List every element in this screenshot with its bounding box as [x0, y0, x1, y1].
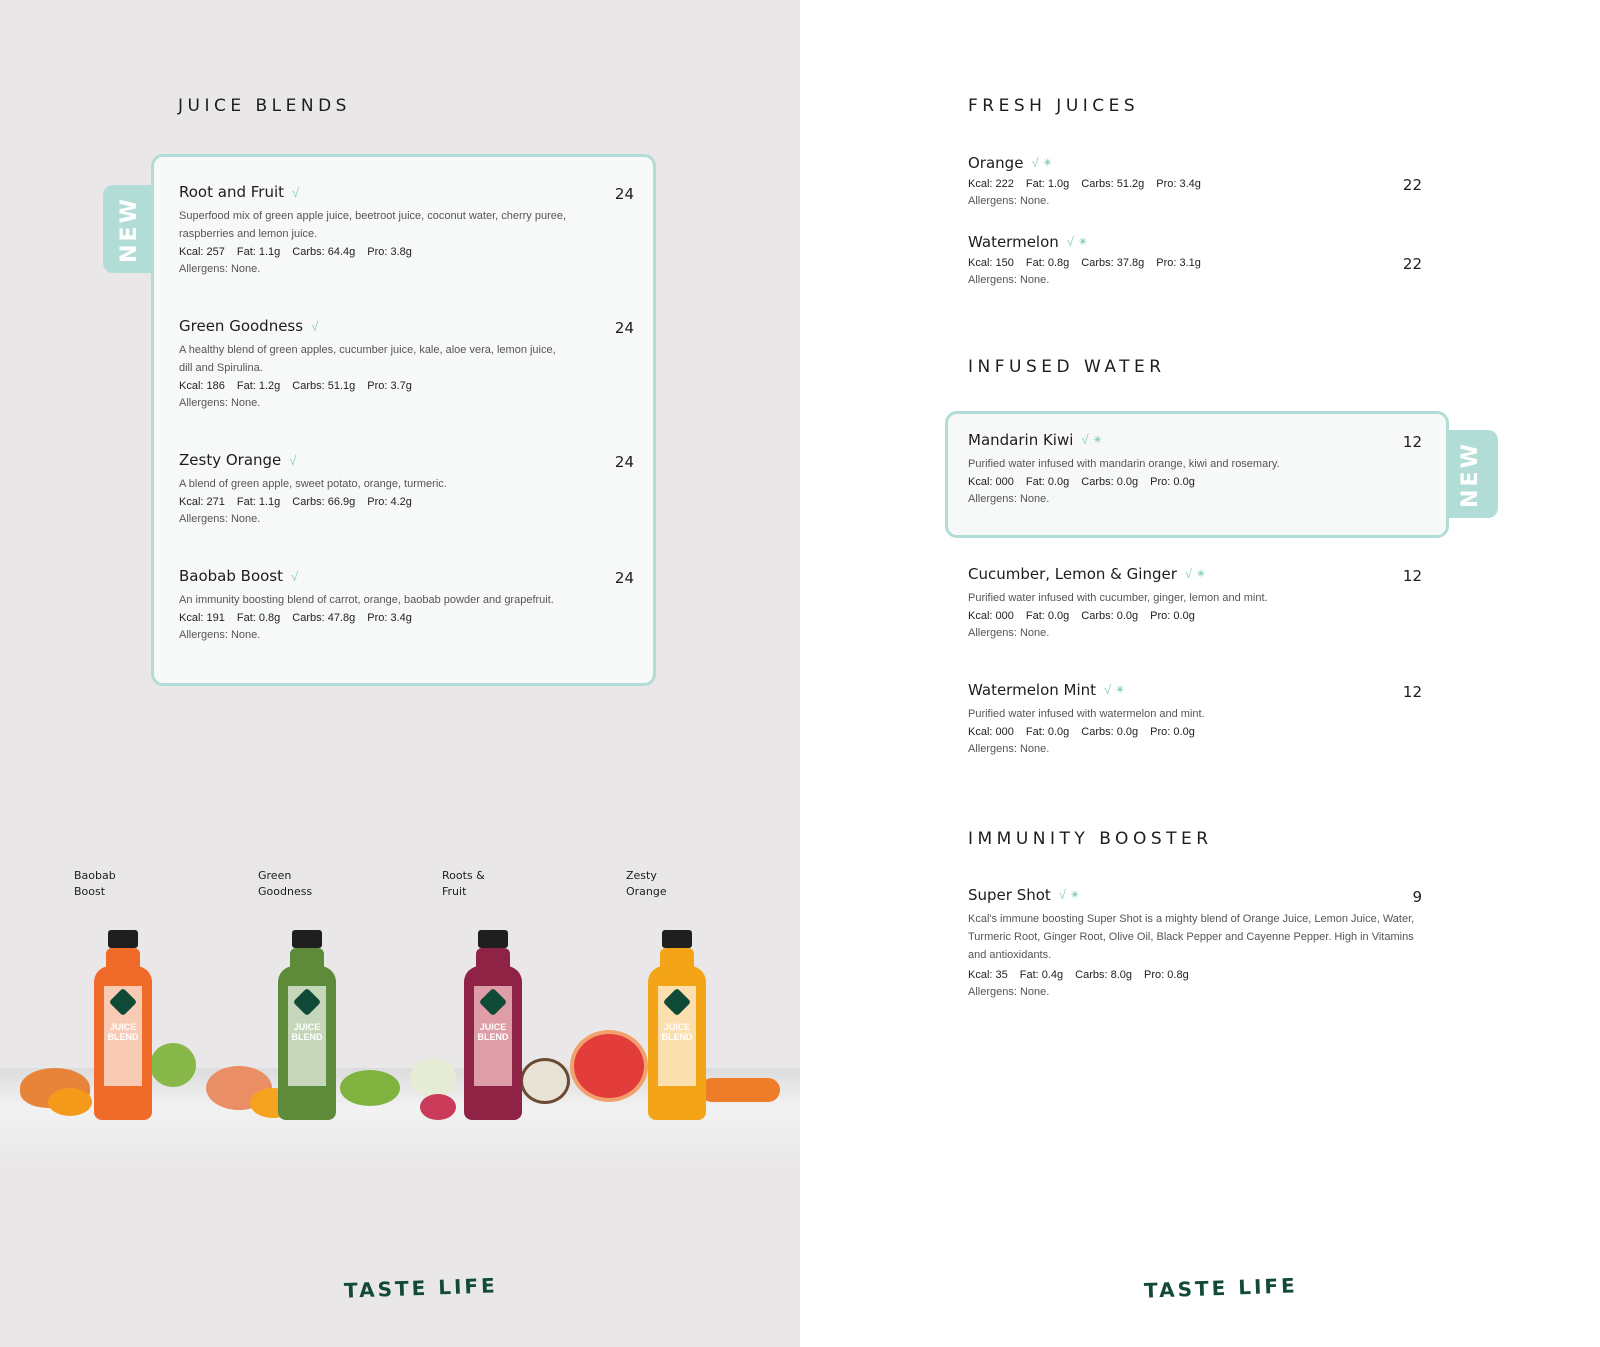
taste-life-logo: TASTE LIFE	[343, 1273, 499, 1303]
item-description: A blend of green apple, sweet potato, orange, turmeric.	[179, 478, 447, 491]
item-nutrition: Kcal: 191 Fat: 0.8g Carbs: 47.8g Pro: 3.4g	[179, 612, 412, 625]
item-nutrition: Kcal: 271 Fat: 1.1g Carbs: 66.9g Pro: 4.2g	[179, 496, 412, 509]
item-price: 24	[614, 453, 634, 471]
item-price: 24	[614, 569, 634, 587]
section-title-fresh-juices: FRESH JUICES	[968, 96, 1140, 116]
item-nutrition: Kcal: 257 Fat: 1.1g Carbs: 64.4g Pro: 3.8g	[179, 246, 412, 259]
item-price: 9	[1412, 888, 1422, 906]
item-allergens: Allergens: None.	[179, 629, 261, 642]
item-description: Purified water infused with mandarin orange, kiwi and rosemary.	[968, 458, 1280, 471]
menu-item-mandarin-kiwi	[968, 431, 1422, 508]
menu-item-green-goodness	[179, 317, 634, 412]
item-allergens: Allergens: None.	[968, 195, 1050, 208]
item-allergens: Allergens: None.	[179, 513, 261, 526]
vegan-gluten-free-icons: √ ✴	[1104, 682, 1126, 697]
menu-item-cucumber-lemon-ginger	[968, 565, 1422, 642]
item-name: Zesty Orange	[179, 451, 282, 469]
item-nutrition: Kcal: 150 Fat: 0.8g Carbs: 37.8g Pro: 3.1g	[968, 257, 1201, 270]
menu-item-super-shot	[968, 886, 1422, 1001]
section-title-immunity-booster: IMMUNITY BOOSTER	[968, 829, 1213, 849]
vegan-gluten-free-icons: √ ✴	[1081, 432, 1104, 447]
bottle-baobab-boost: JUICE BLEND	[92, 930, 154, 1120]
item-description: An immunity boosting blend of carrot, orange, baobab powder and grapefruit.	[179, 594, 554, 607]
item-nutrition: Kcal: 000 Fat: 0.0g Carbs: 0.0g Pro: 0.0g	[968, 726, 1195, 739]
item-name: Cucumber, Lemon & Ginger	[968, 565, 1177, 583]
bottle-label-zesty-orange: Zesty Orange	[626, 869, 667, 898]
menu-item-orange	[968, 154, 1422, 210]
item-name: Super Shot	[968, 886, 1051, 904]
grapefruit	[570, 1030, 648, 1102]
right-page	[800, 0, 1600, 1347]
item-allergens: Allergens: None.	[968, 986, 1050, 999]
green-apple	[150, 1043, 196, 1087]
vegan-icon: √	[289, 452, 297, 468]
item-price: 24	[614, 185, 634, 203]
item-nutrition: Kcal: 35 Fat: 0.4g Carbs: 8.0g Pro: 0.8g	[968, 969, 1189, 982]
item-description: Purified water infused with watermelon and mint.	[968, 708, 1205, 721]
section-title-juice-blends: JUICE BLENDS	[178, 96, 351, 116]
juice-bottles-photo	[0, 848, 800, 1168]
menu-item-watermelon-mint	[968, 681, 1422, 758]
item-name: Watermelon	[968, 233, 1059, 251]
bottle-zesty-orange: JUICE BLEND	[646, 930, 708, 1120]
item-price: 24	[614, 319, 634, 337]
item-price: 12	[1402, 683, 1422, 701]
item-description: Purified water infused with cucumber, ginger, lemon and mint.	[968, 592, 1268, 605]
bottle-green-goodness: JUICE BLEND	[276, 930, 338, 1120]
vegan-icon: √	[292, 184, 300, 200]
vegan-gluten-free-icons: √ ✴	[1058, 887, 1081, 902]
item-name: Orange	[968, 154, 1024, 172]
menu-item-baobab-boost	[179, 567, 634, 644]
taste-life-logo: TASTE LIFE	[1143, 1273, 1299, 1303]
carrot	[700, 1078, 780, 1102]
item-allergens: Allergens: None.	[968, 743, 1050, 756]
section-title-infused-water: INFUSED WATER	[968, 357, 1166, 377]
vegan-icon: √	[311, 318, 319, 334]
bottle-label-roots-fruit: Roots & Fruit	[442, 869, 485, 898]
bottle-label-green-goodness: Green Goodness	[258, 869, 313, 898]
item-name: Mandarin Kiwi	[968, 431, 1074, 449]
item-name: Baobab Boost	[179, 567, 284, 585]
item-allergens: Allergens: None.	[968, 274, 1050, 287]
apple-half	[410, 1058, 456, 1098]
vegan-gluten-free-icons: √ ✴	[1184, 566, 1207, 581]
green-apple-slice	[340, 1070, 400, 1106]
item-allergens: Allergens: None.	[968, 627, 1050, 640]
vegan-gluten-free-icons: √ ✴	[1031, 155, 1054, 170]
item-nutrition: Kcal: 222 Fat: 1.0g Carbs: 51.2g Pro: 3.4g	[968, 178, 1201, 191]
item-price: 12	[1402, 433, 1422, 451]
item-nutrition: Kcal: 000 Fat: 0.0g Carbs: 0.0g Pro: 0.0g	[968, 610, 1195, 623]
item-name: Root and Fruit	[179, 183, 284, 201]
item-allergens: Allergens: None.	[968, 493, 1050, 506]
vegan-icon: √	[291, 568, 299, 584]
item-name: Green Goodness	[179, 317, 304, 335]
menu-item-zesty-orange	[179, 451, 634, 528]
item-description: Superfood mix of green apple juice, beetroot juice, coconut water, cherry puree, raspberries and lemon juice.	[179, 210, 567, 241]
item-nutrition: Kcal: 186 Fat: 1.2g Carbs: 51.1g Pro: 3.7g	[179, 380, 412, 393]
new-badge: NEW	[1442, 430, 1498, 518]
raspberry	[420, 1094, 456, 1120]
item-price: 22	[1402, 255, 1422, 273]
item-description: A healthy blend of green apples, cucumber juice, kale, aloe vera, lemon juice, dill and Spirulina.	[179, 344, 556, 375]
menu-item-root-and-fruit	[179, 183, 634, 278]
bottle-roots-fruit: JUICE BLEND	[462, 930, 524, 1120]
item-nutrition: Kcal: 000 Fat: 0.0g Carbs: 0.0g Pro: 0.0g	[968, 476, 1195, 489]
menu-item-watermelon	[968, 233, 1422, 289]
item-price: 12	[1402, 567, 1422, 585]
coconut	[520, 1058, 570, 1104]
item-description: Kcal's immune boosting Super Shot is a mighty blend of Orange Juice, Lemon Juice, Water, Turmeric Root, Ginger Root, Olive Oil, Black Pepper and Cayenne Pepper. High in Vitamins and antioxidants.	[968, 913, 1415, 962]
orange-slice	[48, 1088, 92, 1116]
item-name: Watermelon Mint	[968, 681, 1097, 699]
vegan-gluten-free-icons: √ ✴	[1066, 234, 1089, 249]
new-badge: NEW	[103, 185, 155, 273]
item-price: 22	[1402, 176, 1422, 194]
item-allergens: Allergens: None.	[179, 397, 261, 410]
bottle-label-baobab-boost: Baobab Boost	[74, 869, 116, 898]
item-allergens: Allergens: None.	[179, 263, 261, 276]
